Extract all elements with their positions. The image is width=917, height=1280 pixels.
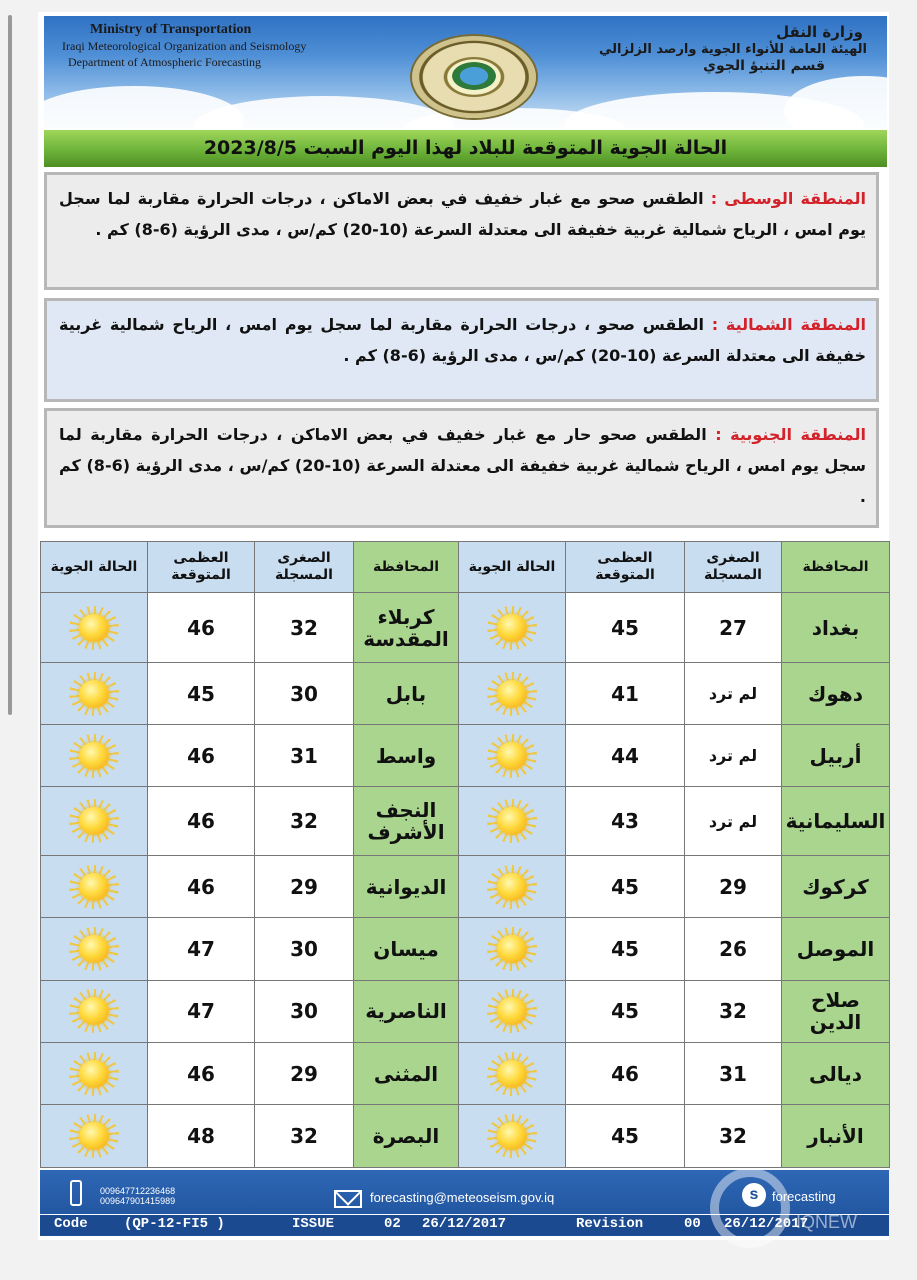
condition-cell [41, 787, 148, 855]
phone-number: 009647901415989 [100, 1196, 176, 1206]
sun-icon [487, 1052, 537, 1096]
condition-cell [41, 980, 148, 1042]
organization-name-ar: الهيئة العامة للأنواء الجوية وارصد الزلزالي [598, 42, 867, 57]
header-min: الصغرى المسجلة [255, 542, 354, 593]
min-temp-cell: 31 [255, 724, 354, 786]
skype-icon: s [742, 1183, 766, 1207]
revision-number: 00 [684, 1216, 701, 1232]
region-text: الطقس صحو مع غبار خفيف في بعض الاماكن ، درجات الحرارة مقاربة لما سجل يوم امس ، الرياح شمالية غربية خفيفة الى معتدلة السرعة (10-20) كم/س ، مدى الرؤية (6-8) كم . [59, 189, 866, 239]
forecast-title: الحالة الجوية المتوقعة للبلاد لهذا اليوم السبت 2023/8/5 [203, 137, 728, 159]
condition-cell [459, 724, 566, 786]
max-temp-cell: 45 [566, 1105, 685, 1168]
max-temp-cell: 46 [148, 855, 255, 917]
forecast-title-bar [44, 130, 887, 167]
min-temp-cell: 29 [255, 855, 354, 917]
code-label: Code [54, 1216, 88, 1232]
min-temp-cell: 29 [255, 1043, 354, 1105]
table-row [41, 980, 890, 1042]
sun-icon [487, 989, 537, 1033]
max-temp-cell: 45 [566, 855, 685, 917]
email-link[interactable]: forecasting@meteoseism.gov.iq [370, 1190, 555, 1205]
table-row [41, 593, 890, 663]
governorate-cell: أربيل [782, 724, 890, 786]
min-temp-cell: لم ترد [685, 663, 782, 724]
table-row [41, 1105, 890, 1168]
condition-cell [41, 1105, 148, 1168]
condition-cell [459, 980, 566, 1042]
condition-cell [459, 855, 566, 917]
header-english [62, 22, 306, 70]
min-temp-cell: 32 [685, 1105, 782, 1168]
header-max: العظمى المتوقعة [148, 542, 255, 593]
condition-cell [41, 724, 148, 786]
watermark-text: IQNEW [796, 1212, 857, 1232]
max-temp-cell: 41 [566, 663, 685, 724]
header-governorate: المحافظة [354, 542, 459, 593]
region-text: الطقس صحو حار مع غبار خفيف في بعض الاماكن ، درجات الحرارة مقاربة لما سجل يوم امس ، الرياح شمالية غربية خفيفة الى معتدلة السرعة (10-20) كم/س ، مدى الرؤية (6-8) كم . [59, 425, 867, 506]
revision-date: 26/12/2017 [724, 1216, 809, 1232]
max-temp-cell: 46 [148, 593, 255, 663]
watermark-logo [710, 1168, 790, 1248]
ministry-name-ar: وزارة النقل [776, 23, 863, 41]
max-temp-cell: 46 [148, 1043, 255, 1105]
governorate-cell: بابل [354, 663, 459, 724]
code-value: (QP-12-FI5 ) [124, 1216, 225, 1232]
min-temp-cell: 31 [685, 1043, 782, 1105]
sun-icon [69, 606, 119, 650]
sun-icon [69, 1052, 119, 1096]
condition-cell [459, 918, 566, 980]
max-temp-cell: 46 [566, 1043, 685, 1105]
region-north [44, 298, 879, 402]
phone-numbers [100, 1186, 175, 1206]
governorate-cell: النجف الأشرف [354, 787, 459, 855]
governorate-cell: الديوانية [354, 855, 459, 917]
header-condition: الحالة الجوية [459, 542, 566, 593]
table-row [41, 724, 890, 786]
condition-cell [459, 787, 566, 855]
max-temp-cell: 45 [566, 980, 685, 1042]
table-header-row [41, 542, 890, 593]
region-label: المنطقة الوسطى : [710, 189, 867, 208]
max-temp-cell: 45 [566, 918, 685, 980]
sun-icon [487, 865, 537, 909]
min-temp-cell: 30 [255, 663, 354, 724]
condition-cell [41, 918, 148, 980]
max-temp-cell: 46 [148, 787, 255, 855]
region-central [44, 172, 879, 290]
header-condition: الحالة الجوية [41, 542, 148, 593]
phone-number: 009647712236468 [100, 1186, 176, 1196]
region-label: المنطقة الشمالية : [711, 315, 866, 334]
department-name-ar: قسم التنبؤ الجوي [703, 58, 825, 74]
governorate-cell: كركوك [782, 855, 890, 917]
max-temp-cell: 43 [566, 787, 685, 855]
sun-icon [69, 1114, 119, 1158]
sun-icon [487, 672, 537, 716]
min-temp-cell: 32 [255, 1105, 354, 1168]
governorate-cell: ديالى [782, 1043, 890, 1105]
min-temp-cell: لم ترد [685, 787, 782, 855]
min-temp-cell: 26 [685, 918, 782, 980]
governorate-cell: السليمانية [782, 787, 890, 855]
organization-logo [412, 36, 536, 118]
governorate-cell: الموصل [782, 918, 890, 980]
governorate-cell: الناصرية [354, 980, 459, 1042]
department-name-en: Department of Atmospheric Forecasting [68, 55, 261, 69]
governorate-cell: دهوك [782, 663, 890, 724]
max-temp-cell: 46 [148, 724, 255, 786]
table-row [41, 663, 890, 724]
table-row [41, 1043, 890, 1105]
table-row [41, 855, 890, 917]
min-temp-cell: 27 [685, 593, 782, 663]
governorate-cell: الأنبار [782, 1105, 890, 1168]
min-temp-cell: 32 [255, 593, 354, 663]
phone-icon [70, 1180, 82, 1206]
max-temp-cell: 48 [148, 1105, 255, 1168]
sun-icon [69, 865, 119, 909]
header-governorate: المحافظة [782, 542, 890, 593]
issue-number: 02 [384, 1216, 401, 1232]
sun-icon [487, 927, 537, 971]
governorate-cell: البصرة [354, 1105, 459, 1168]
condition-cell [41, 855, 148, 917]
condition-cell [459, 663, 566, 724]
header-arabic [599, 24, 867, 75]
table-row [41, 787, 890, 855]
scrollbar[interactable] [8, 15, 12, 715]
condition-cell [459, 593, 566, 663]
header-max: العظمى المتوقعة [566, 542, 685, 593]
min-temp-cell: 32 [685, 980, 782, 1042]
governorate-cell: ميسان [354, 918, 459, 980]
region-south [44, 408, 879, 528]
header-min: الصغرى المسجلة [685, 542, 782, 593]
sun-icon [69, 734, 119, 778]
max-temp-cell: 47 [148, 980, 255, 1042]
governorate-cell: بغداد [782, 593, 890, 663]
sun-icon [487, 734, 537, 778]
email-icon [334, 1190, 362, 1208]
max-temp-cell: 44 [566, 724, 685, 786]
min-temp-cell: 29 [685, 855, 782, 917]
condition-cell [459, 1043, 566, 1105]
sun-icon [487, 1114, 537, 1158]
governorate-cell: واسط [354, 724, 459, 786]
issue-label: ISSUE [292, 1216, 335, 1232]
sun-icon [69, 672, 119, 716]
min-temp-cell: 32 [255, 787, 354, 855]
min-temp-cell: 30 [255, 980, 354, 1042]
ministry-name-en: Ministry of Transportation [90, 22, 252, 37]
min-temp-cell: لم ترد [685, 724, 782, 786]
condition-cell [41, 663, 148, 724]
organization-name-en: Iraqi Meteorological Organization and Seismology [62, 39, 307, 53]
max-temp-cell: 45 [148, 663, 255, 724]
max-temp-cell: 47 [148, 918, 255, 980]
table-row [41, 918, 890, 980]
max-temp-cell: 45 [566, 593, 685, 663]
condition-cell [459, 1105, 566, 1168]
forecast-table [40, 541, 890, 1168]
sun-icon [487, 799, 537, 843]
skype-handle[interactable]: forecasting [772, 1189, 836, 1204]
condition-cell [41, 1043, 148, 1105]
governorate-cell: المثنى [354, 1043, 459, 1105]
issue-date: 26/12/2017 [422, 1216, 507, 1232]
revision-label: Revision [576, 1216, 644, 1232]
sun-icon [69, 799, 119, 843]
governorate-cell: صلاح الدين [782, 980, 890, 1042]
condition-cell [41, 593, 148, 663]
governorate-cell: كربلاء المقدسة [354, 593, 459, 663]
min-temp-cell: 30 [255, 918, 354, 980]
sun-icon [69, 989, 119, 1033]
sun-icon [487, 606, 537, 650]
region-label: المنطقة الجنوبية : [715, 425, 867, 444]
region-text: الطقس صحو ، درجات الحرارة مقاربة لما سجل يوم امس ، الرياح شمالية غربية خفيفة الى معتدلة السرعة (10-20) كم/س ، مدى الرؤية (6-8) كم . [59, 315, 866, 365]
sun-icon [69, 927, 119, 971]
